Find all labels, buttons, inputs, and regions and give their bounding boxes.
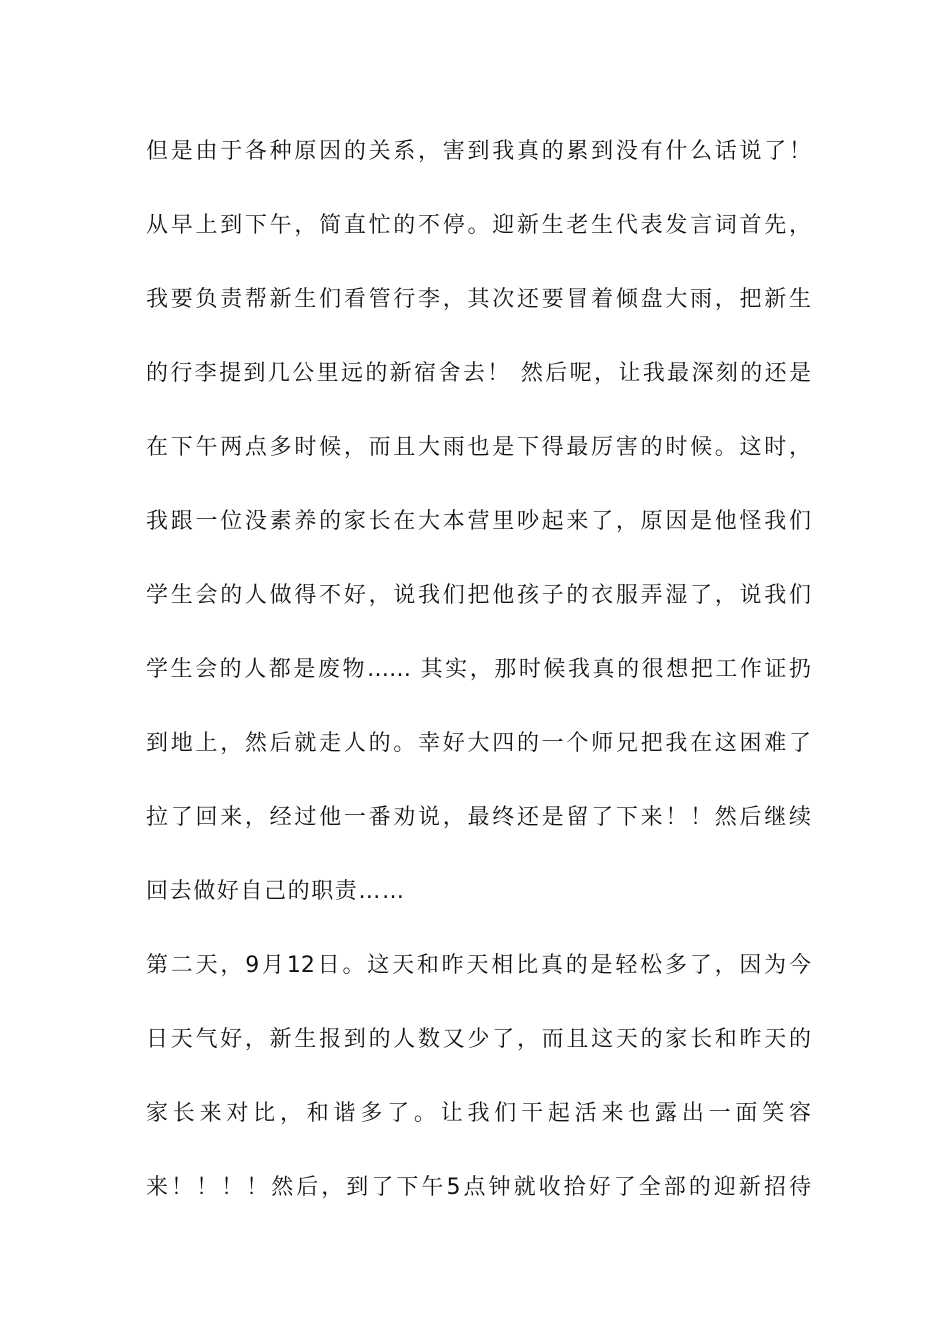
text-line: 从早上到下午，简直忙的不停。迎新生老生代表发言词首先， xyxy=(146,213,811,238)
text-line: 的行李提到几公里远的新宿舍去！ 然后呢，让我最深刻的还是 xyxy=(146,361,811,386)
text-line: 我跟一位没素养的家长在大本营里吵起来了，原因是他怪我们 xyxy=(146,509,811,534)
text-line: 拉了回来，经过他一番劝说，最终还是留了下来！！然后继续 xyxy=(146,805,811,830)
text-line: 第二天，9月12日。这天和昨天相比真的是轻松多了，因为今 xyxy=(146,953,811,978)
body-text xyxy=(146,132,811,1242)
text-line: 学生会的人做得不好，说我们把他孩子的衣服弄湿了，说我们 xyxy=(146,583,811,608)
text-line: 家长来对比，和谐多了。让我们干起活来也露出一面笑容 xyxy=(146,1101,811,1126)
text-line: 日天气好，新生报到的人数又少了，而且这天的家长和昨天的 xyxy=(146,1027,811,1052)
text-line: 但是由于各种原因的关系，害到我真的累到没有什么话说了！ xyxy=(146,139,811,164)
text-line: 学生会的人都是废物…… 其实，那时候我真的很想把工作证扔 xyxy=(146,657,811,682)
text-line: 我要负责帮新生们看管行李，其次还要冒着倾盘大雨，把新生 xyxy=(146,287,811,312)
text-line: 在下午两点多时候，而且大雨也是下得最厉害的时候。这时， xyxy=(146,435,811,460)
text-line: 来！！！！然后，到了下午5点钟就收拾好了全部的迎新招待 xyxy=(146,1175,811,1200)
text-line: 到地上，然后就走人的。幸好大四的一个师兄把我在这困难了 xyxy=(146,731,811,756)
text-line: 回去做好自己的职责…… xyxy=(146,879,406,904)
